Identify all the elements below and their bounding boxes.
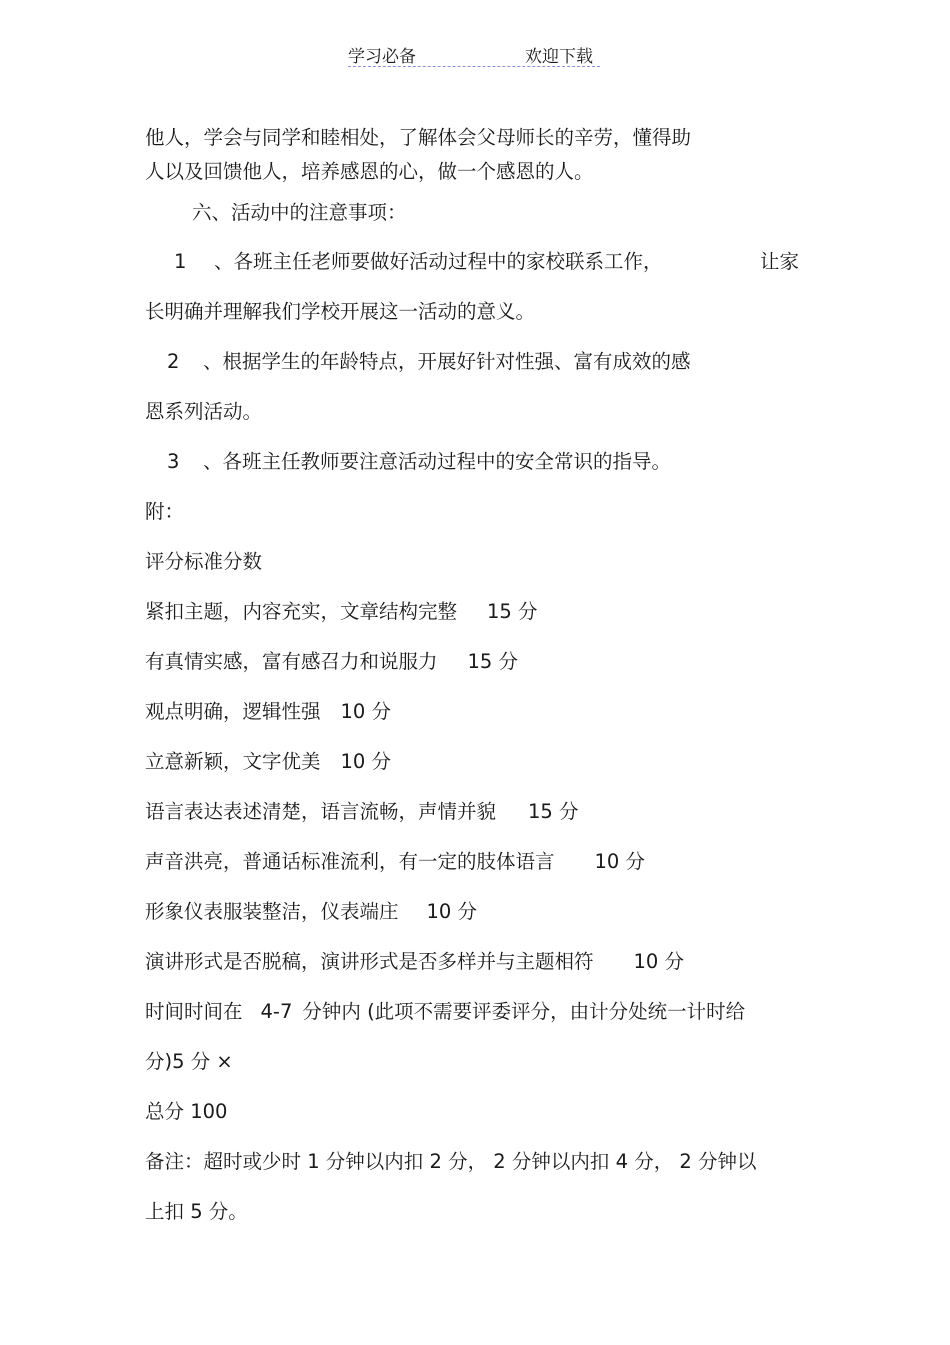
criteria-row <box>145 952 684 972</box>
paragraph-line: 恩系列活动。 <box>145 400 263 423</box>
criteria-text: 演讲形式是否脱稿，演讲形式是否多样并与主题相符 <box>145 950 594 973</box>
criteria-text: 语言表达表述清楚，语言流畅，声情并貌 <box>145 800 497 823</box>
criteria-row <box>145 702 391 722</box>
criteria-row <box>145 652 518 672</box>
paragraph-line: 让家 <box>760 250 800 273</box>
criteria-header: 评分标准分数 <box>145 550 263 573</box>
criteria-row <box>145 602 538 622</box>
total-score: 总分 100 <box>145 1100 228 1123</box>
time-rule-range: 4-7 <box>260 1000 293 1023</box>
criteria-score: 10 分 <box>340 750 392 773</box>
section-title: 六、活动中的注意事项： <box>192 201 407 224</box>
paragraph-line: 、各班主任教师要注意活动过程中的安全常识的指导。 <box>203 450 672 473</box>
criteria-score: 15 分 <box>487 600 538 623</box>
paragraph-line: 人以及回馈他人，培养感恩的心，做一个感恩的人。 <box>145 160 594 183</box>
time-rule-line <box>145 1002 745 1022</box>
header-right-text: 欢迎下载 <box>525 47 593 67</box>
criteria-score: 10 分 <box>340 700 392 723</box>
item-number: 2 <box>167 350 180 373</box>
criteria-score: 15 分 <box>467 650 519 673</box>
header-left-text: 学习必备 <box>348 47 416 67</box>
page-header <box>348 42 600 67</box>
criteria-score: 10 分 <box>426 900 478 923</box>
item-number: 3 <box>167 450 180 473</box>
paragraph-line: 分)5 分 × <box>145 1050 233 1073</box>
criteria-row <box>145 852 645 872</box>
criteria-text: 观点明确，逻辑性强 <box>145 700 321 723</box>
criteria-score: 10 分 <box>633 950 685 973</box>
paragraph-line: 、各班主任老师要做好活动过程中的家校联系工作， <box>214 250 663 273</box>
criteria-score: 15 分 <box>528 800 579 823</box>
criteria-row <box>145 752 391 772</box>
paragraph-line: 、根据学生的年龄特点，开展好针对性强、富有成效的感 <box>203 350 691 373</box>
item-number: 1 <box>174 250 187 273</box>
paragraph-line: 长明确并理解我们学校开展这一活动的意义。 <box>145 300 536 323</box>
criteria-text: 有真情实感，富有感召力和说服力 <box>145 650 438 673</box>
criteria-text: 紧扣主题，内容充实，文章结构完整 <box>145 600 458 623</box>
criteria-row <box>145 802 579 822</box>
appendix-label: 附： <box>145 500 185 523</box>
criteria-text: 立意新颖，文字优美 <box>145 750 321 773</box>
time-rule-text: 分钟内 (此项不需要评委评分，由计分处统一计时给 <box>302 1000 746 1023</box>
criteria-score: 10 分 <box>594 850 646 873</box>
note-line: 上扣 5 分。 <box>145 1200 248 1223</box>
criteria-row <box>145 902 477 922</box>
time-rule-text: 时间时间在 <box>145 1000 243 1023</box>
criteria-text: 声音洪亮，普通话标准流利，有一定的肢体语言 <box>145 850 555 873</box>
paragraph-line: 他人，学会与同学和睦相处，了解体会父母师长的辛劳，懂得助 <box>145 126 692 149</box>
criteria-text: 形象仪表服装整洁，仪表端庄 <box>145 900 399 923</box>
note-line: 备注：超时或少时 1 分钟以内扣 2 分， 2 分钟以内扣 4 分， 2 分钟以 <box>145 1150 757 1173</box>
